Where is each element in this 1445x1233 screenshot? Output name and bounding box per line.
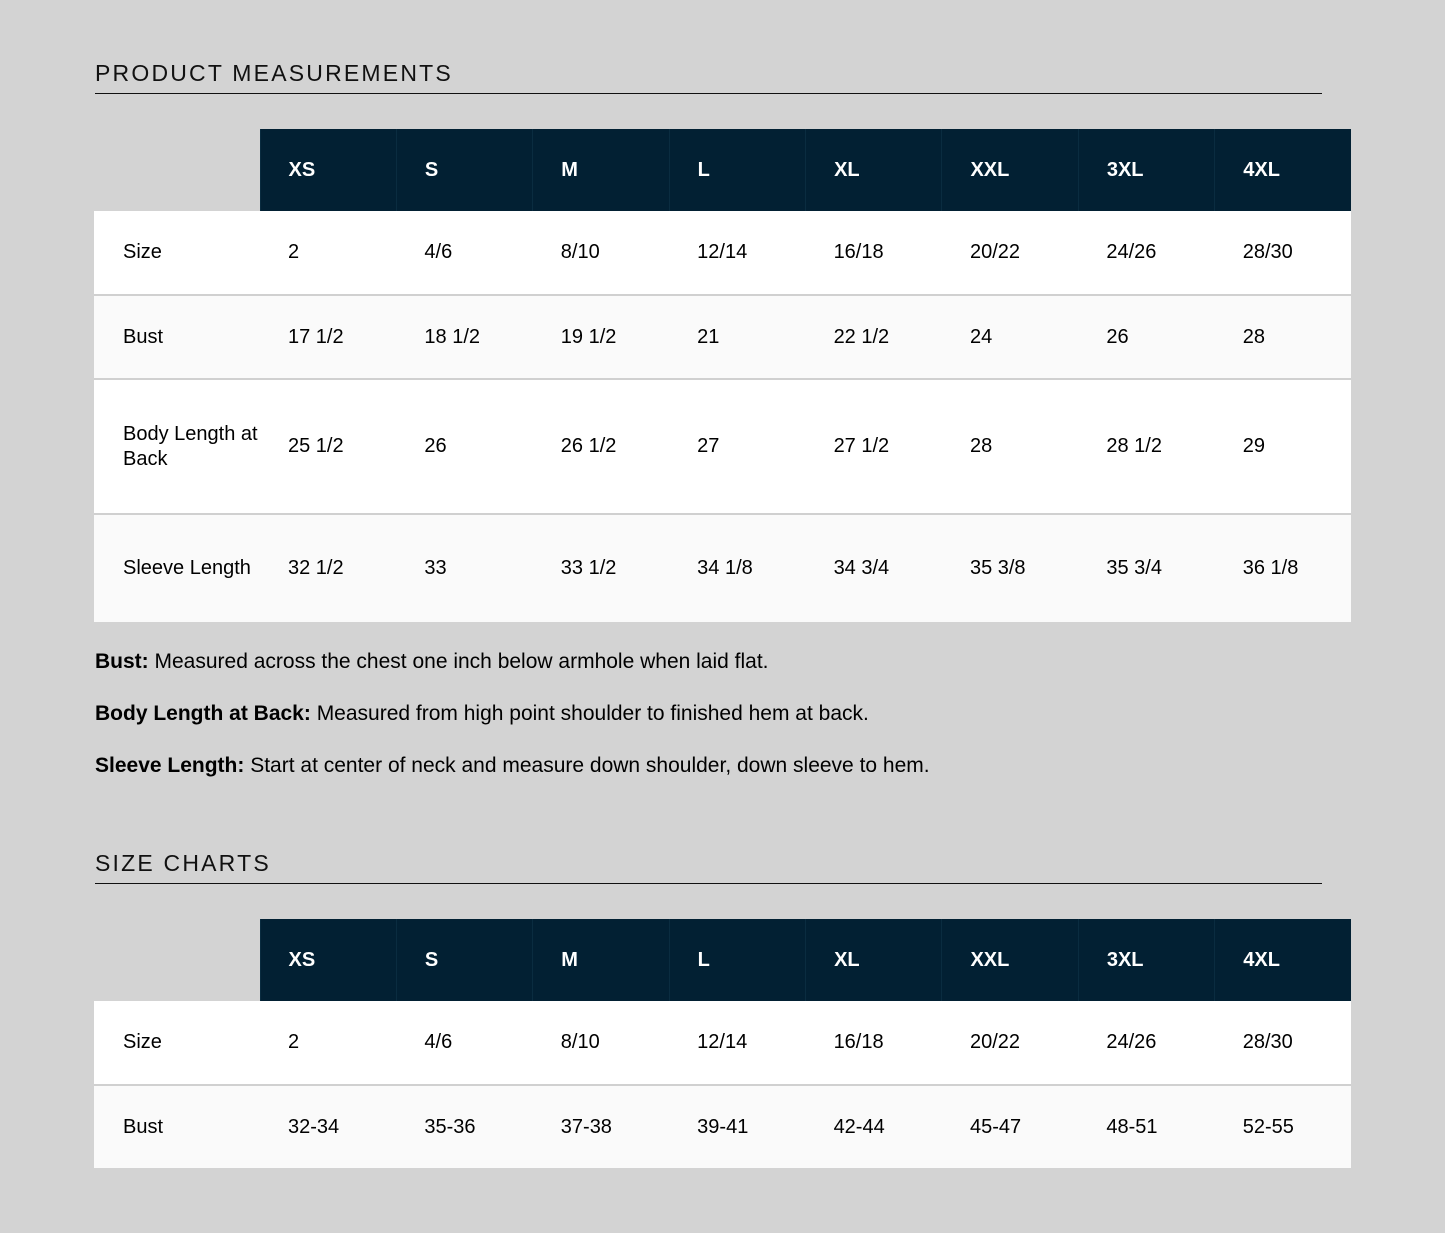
note-term: Sleeve Length:: [95, 754, 245, 777]
table-cell: 35-36: [396, 1085, 532, 1168]
table-cell: 34 1/8: [669, 514, 805, 622]
table-cell: 19 1/2: [533, 295, 669, 379]
table-cell: 37-38: [533, 1085, 669, 1168]
table-cell: 24/26: [1078, 211, 1214, 295]
header-size-xl: XL: [806, 129, 942, 211]
header-size-m: M: [533, 129, 669, 211]
table-cell: 21: [669, 295, 805, 379]
note-text: Measured across the chest one inch below armhole when laid flat.: [148, 650, 769, 673]
note-term: Bust:: [95, 650, 149, 673]
header-corner-cell: [94, 129, 260, 211]
table-cell: 32-34: [260, 1085, 396, 1168]
table-cell: 18 1/2: [396, 295, 532, 379]
header-size-xxl: XXL: [942, 919, 1078, 1001]
table-cell: 25 1/2: [260, 379, 396, 514]
note-text: Start at center of neck and measure down shoulder, down sleeve to hem.: [244, 754, 930, 777]
table-cell: 39-41: [669, 1085, 805, 1168]
table-cell: 20/22: [942, 1001, 1078, 1085]
header-size-3xl: 3XL: [1078, 129, 1214, 211]
table-cell: 28: [942, 379, 1078, 514]
note-body-length: [95, 700, 1345, 752]
table-cell: 42-44: [806, 1085, 942, 1168]
product-measurements-table: [94, 129, 1351, 622]
table-cell: 28: [1215, 295, 1351, 379]
table-cell: 22 1/2: [806, 295, 942, 379]
table-cell: 4/6: [396, 211, 532, 295]
header-size-s: S: [396, 129, 532, 211]
size-charts-table: [94, 919, 1351, 1168]
header-corner-cell: [94, 919, 260, 1001]
header-size-xs: XS: [260, 919, 396, 1001]
table-cell: 26 1/2: [533, 379, 669, 514]
header-size-xxl: XXL: [942, 129, 1078, 211]
table-cell: 35 3/8: [942, 514, 1078, 622]
table-cell: 34 3/4: [806, 514, 942, 622]
row-label: Bust: [94, 1085, 260, 1168]
table-cell: 16/18: [806, 1001, 942, 1085]
row-label: Size: [94, 211, 260, 295]
size-charts-title: SIZE CHARTS: [95, 850, 1322, 884]
header-size-m: M: [533, 919, 669, 1001]
table-cell: 8/10: [533, 211, 669, 295]
table-cell: 45-47: [942, 1085, 1078, 1168]
table-row-sleeve-length: [94, 514, 1351, 622]
table-cell: 28/30: [1215, 211, 1351, 295]
product-measurements-title: PRODUCT MEASUREMENTS: [95, 60, 1322, 94]
header-size-l: L: [669, 129, 805, 211]
table-cell: 28 1/2: [1078, 379, 1214, 514]
measurement-notes: [95, 648, 1345, 804]
table-cell: 33: [396, 514, 532, 622]
header-size-xs: XS: [260, 129, 396, 211]
table-cell: 35 3/4: [1078, 514, 1214, 622]
header-size-l: L: [669, 919, 805, 1001]
table-cell: 29: [1215, 379, 1351, 514]
table-row-size: [94, 211, 1351, 295]
table-cell: 33 1/2: [533, 514, 669, 622]
table-row-body-length: [94, 379, 1351, 514]
table-cell: 12/14: [669, 1001, 805, 1085]
row-label: Bust: [94, 295, 260, 379]
header-size-4xl: 4XL: [1215, 129, 1351, 211]
table-cell: 12/14: [669, 211, 805, 295]
header-size-s: S: [396, 919, 532, 1001]
header-size-3xl: 3XL: [1078, 919, 1214, 1001]
table-cell: 36 1/8: [1215, 514, 1351, 622]
header-size-xl: XL: [806, 919, 942, 1001]
header-size-4xl: 4XL: [1215, 919, 1351, 1001]
table-cell: 27 1/2: [806, 379, 942, 514]
table-row-bust: [94, 295, 1351, 379]
table-cell: 26: [1078, 295, 1214, 379]
table-cell: 2: [260, 1001, 396, 1085]
table-cell: 24/26: [1078, 1001, 1214, 1085]
note-sleeve-length: [95, 752, 1345, 804]
table-cell: 4/6: [396, 1001, 532, 1085]
table-header-row: [94, 129, 1351, 211]
row-label: Body Length at Back: [94, 379, 260, 514]
table-cell: 26: [396, 379, 532, 514]
table-cell: 20/22: [942, 211, 1078, 295]
table-cell: 8/10: [533, 1001, 669, 1085]
table-cell: 2: [260, 211, 396, 295]
note-term: Body Length at Back:: [95, 702, 311, 725]
table-cell: 28/30: [1215, 1001, 1351, 1085]
table-row-bust: [94, 1085, 1351, 1168]
table-cell: 16/18: [806, 211, 942, 295]
row-label: Sleeve Length: [94, 514, 260, 622]
table-cell: 32 1/2: [260, 514, 396, 622]
table-cell: 27: [669, 379, 805, 514]
note-bust: [95, 648, 1345, 700]
table-cell: 48-51: [1078, 1085, 1214, 1168]
row-label: Size: [94, 1001, 260, 1085]
table-row-size: [94, 1001, 1351, 1085]
note-text: Measured from high point shoulder to finished hem at back.: [310, 702, 869, 725]
table-cell: 52-55: [1215, 1085, 1351, 1168]
table-cell: 17 1/2: [260, 295, 396, 379]
table-header-row: [94, 919, 1351, 1001]
table-cell: 24: [942, 295, 1078, 379]
